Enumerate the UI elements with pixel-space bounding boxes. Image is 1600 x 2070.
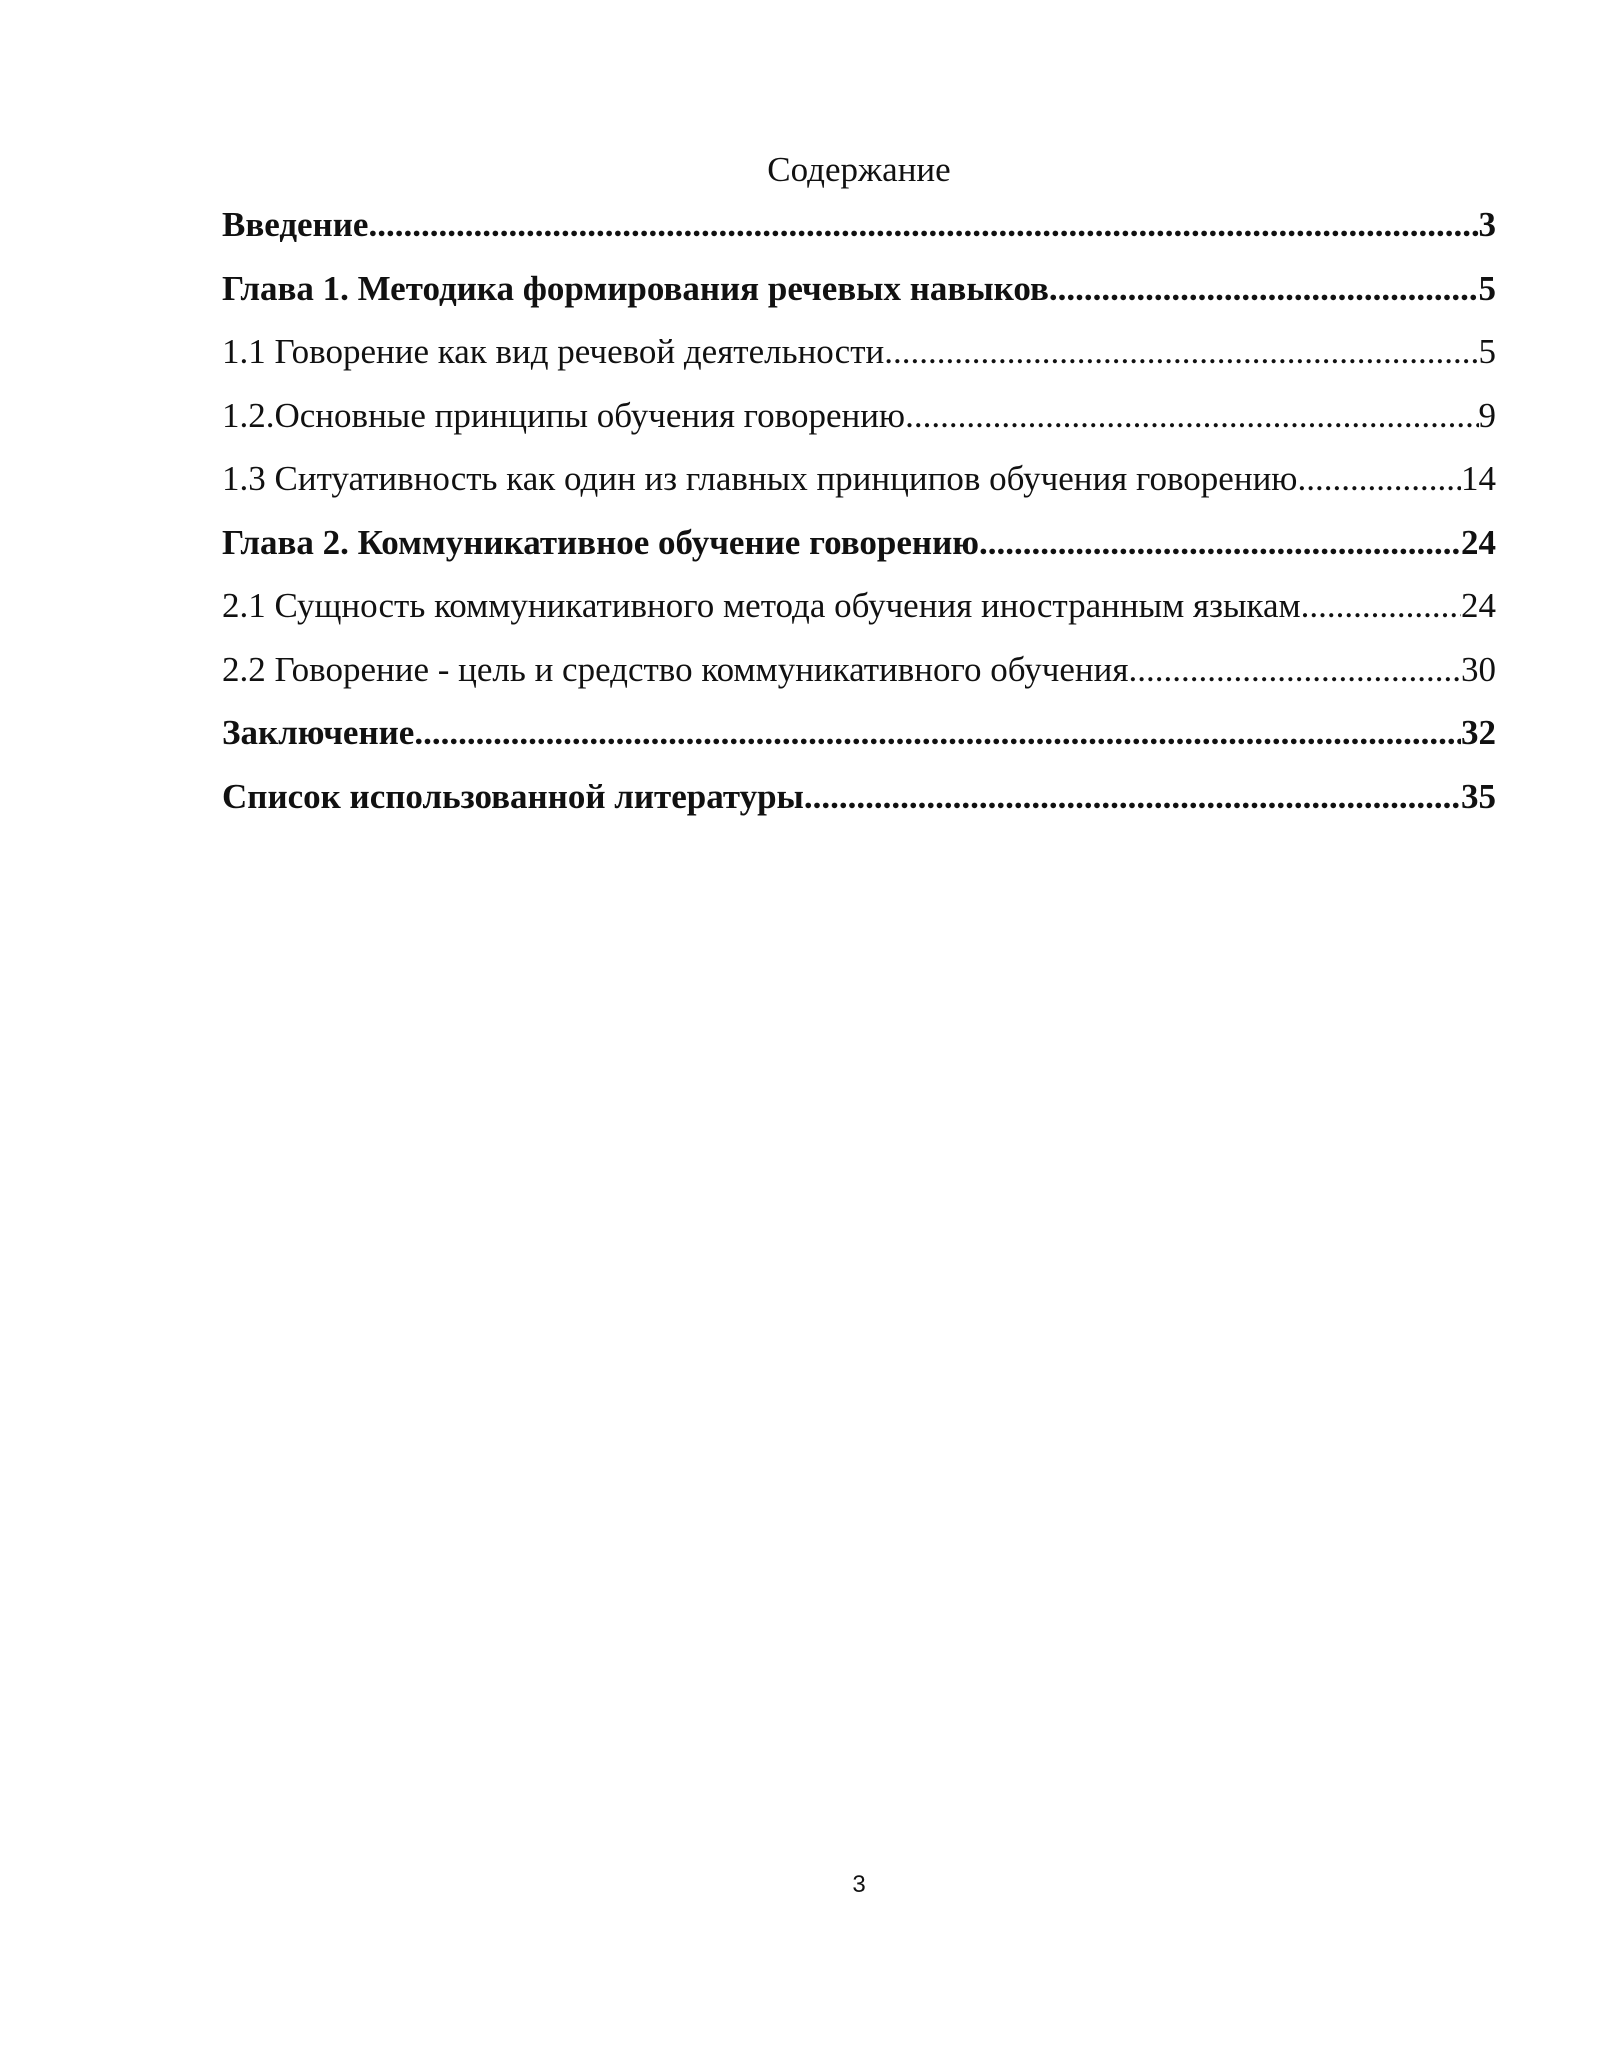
toc-entry-page: 32	[1461, 713, 1496, 752]
toc-entry-page: 24	[1461, 586, 1496, 625]
toc-dot-leader	[1049, 267, 1479, 311]
toc-entry-text: Глава 2. Коммуникативное обучение говорению	[222, 522, 979, 562]
toc-entry-text: 2.2 Говорение - цель и средство коммуникативного обучения	[222, 649, 1129, 689]
toc-dot-leader	[905, 394, 1478, 438]
toc-entry[interactable]	[222, 203, 1496, 267]
toc-entry-text: 2.1 Сущность коммуникативного метода обучения иностранным языкам	[222, 586, 1301, 625]
toc-entry[interactable]	[222, 457, 1496, 521]
toc-dot-leader	[979, 521, 1461, 565]
table-of-contents	[222, 203, 1496, 838]
toc-entry[interactable]	[222, 711, 1496, 775]
toc-dot-leader	[1301, 584, 1461, 628]
toc-entry[interactable]	[222, 775, 1496, 839]
toc-entry-page: 14	[1461, 459, 1496, 498]
page-number: 3	[852, 1871, 866, 1898]
toc-entry-page: 30	[1461, 649, 1496, 689]
toc-dot-leader	[884, 330, 1478, 374]
toc-dot-leader	[414, 711, 1461, 755]
toc-entry-text: Заключение	[222, 713, 415, 752]
toc-entry-text: 1.2.Основные принципы обучения говорению	[222, 395, 906, 435]
toc-entry-text: Введение	[222, 205, 369, 244]
toc-entry-text: Список использованной литературы	[222, 776, 804, 816]
toc-entry-page: 5	[1478, 332, 1496, 371]
toc-entry[interactable]	[222, 648, 1496, 712]
toc-entry-page: 5	[1478, 268, 1496, 308]
toc-entry-text: Глава 1. Методика формирования речевых навыков	[222, 268, 1049, 308]
toc-dot-leader	[1128, 648, 1461, 692]
toc-entry[interactable]	[222, 394, 1496, 458]
toc-dot-leader	[368, 203, 1478, 247]
toc-entry[interactable]	[222, 330, 1496, 394]
toc-dot-leader	[1297, 457, 1461, 501]
toc-entry-page: 3	[1478, 205, 1496, 244]
toc-dot-leader	[804, 775, 1461, 819]
toc-entry-text: 1.1 Говорение как вид речевой деятельности	[222, 332, 885, 371]
toc-entry-page: 9	[1478, 395, 1496, 435]
toc-entry[interactable]	[222, 521, 1496, 585]
toc-entry-text: 1.3 Ситуативность как один из главных принципов обучения говорению	[222, 459, 1298, 498]
toc-entry-page: 24	[1461, 522, 1496, 562]
toc-entry-page: 35	[1461, 776, 1496, 816]
toc-entry[interactable]	[222, 584, 1496, 648]
toc-title: Содержание	[767, 150, 951, 189]
toc-entry[interactable]	[222, 267, 1496, 331]
